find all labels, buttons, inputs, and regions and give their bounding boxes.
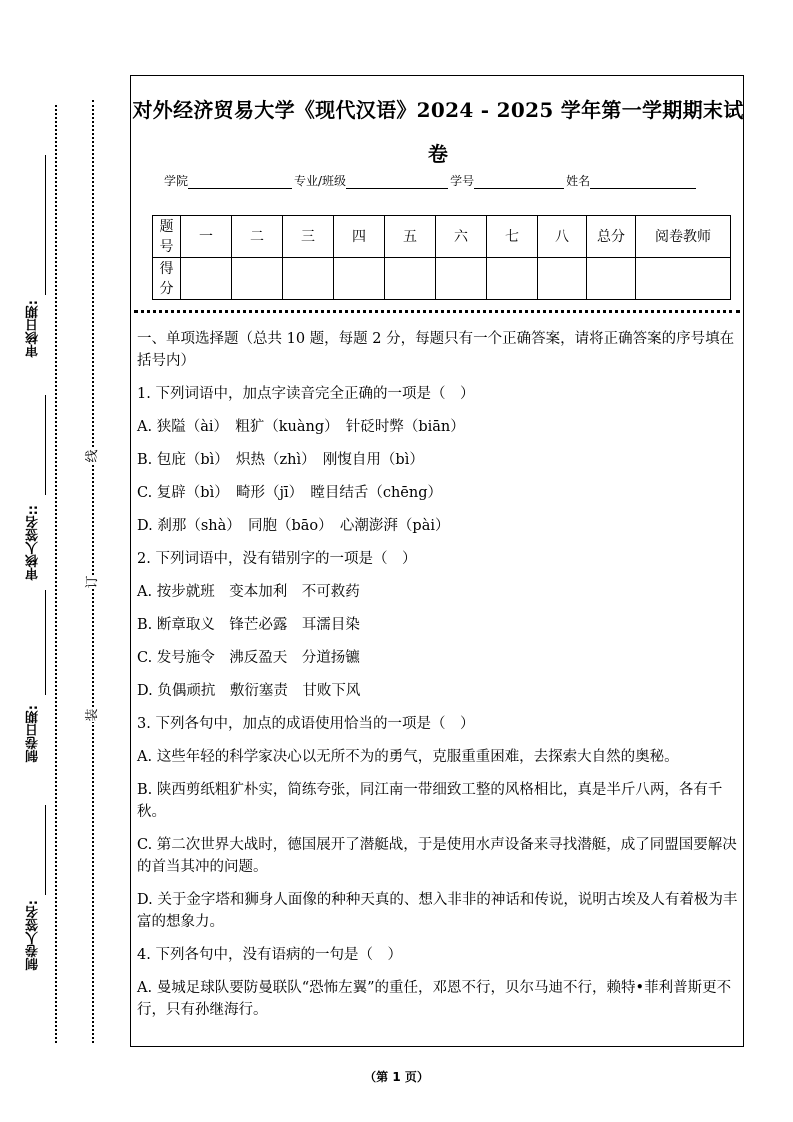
question-stem: 4. 下列各句中，没有语病的一句是（ ） [137,947,402,963]
question-option: B. 断章取义 锋芒必露 耳濡目染 [137,617,360,633]
header-cell: 七 [487,216,538,258]
score-cell[interactable] [636,258,731,300]
college-field[interactable] [188,176,292,189]
student-id-field[interactable] [474,176,564,189]
maker-date-label: 制卷日期: [26,705,41,763]
header-cell: 六 [436,216,487,258]
score-table [152,215,731,300]
question-option: C. 第二次世界大战时，德国展开了潜艇战，于是使用水声设备来寻找潜艇，成了同盟国要解决的首当其冲的问题。 [137,837,737,875]
question-option: A. 按步就班 变本加利 不可救药 [137,584,360,600]
question-option: C. 复辟（bì） 畸形（jī） 瞠目结舌（chēng） [137,485,443,501]
question-option: C. 发号施令 沸反盈天 分道扬镳 [137,650,360,666]
header-cell: 二 [232,216,283,258]
name-field[interactable] [590,176,696,189]
exam-title-line2: 卷 [427,142,449,166]
binding-char-pack: 装 [85,708,100,722]
question-stem: 3. 下列各句中，加点的成语使用恰当的一项是（ ） [137,716,475,732]
section-heading: 一、单项选择题（总共 10 题，每题 2 分，每题只有一个正确答案，请将正确答案的序号填在括号内） [137,331,735,369]
major-class-field[interactable] [346,176,448,189]
reviewer-sign-line [45,395,46,495]
maker-date-line [45,590,46,695]
score-cell[interactable] [487,258,538,300]
score-table-header-row [153,216,731,258]
header-cell: 总分 [587,216,636,258]
student-info-row [164,172,698,189]
header-cell: 题号 [153,216,181,258]
question-option: B. 陕西剪纸粗犷朴实，简练夸张，同江南一带细致工整的风格相比，真是半斤八两，各有千秋。 [137,782,723,820]
binding-dotted-line-outer [55,105,57,1043]
header-cell: 三 [283,216,334,258]
score-table-score-row [153,258,731,300]
question-option: A. 曼城足球队要防曼联队“恐怖左翼”的重任，邓恩不行，贝尔马迪不行，赖特•菲利普斯更不行，只有孙继海行。 [137,980,732,1018]
score-cell[interactable] [538,258,587,300]
score-row-label: 得分 [153,258,181,300]
score-cell[interactable] [232,258,283,300]
maker-sign-label: 制卷人签名: [26,900,41,971]
question-content [137,328,741,1032]
binding-char-line: 线 [85,449,100,463]
score-cell[interactable] [587,258,636,300]
score-cell[interactable] [385,258,436,300]
question-option: A. 这些年轻的科学家决心以无所不为的勇气，克服重重困难，去探索大自然的奥秘。 [137,749,679,765]
maker-sign-line [45,805,46,895]
reviewer-date-line [45,155,46,295]
binding-char-order: 订 [85,575,100,589]
question-option: D. 负偶顽抗 敷衍塞责 甘败下风 [137,683,361,699]
header-cell: 阅卷教师 [636,216,731,258]
question-option: B. 包庇（bì） 炽热（zhì） 刚愎自用（bì） [137,452,424,468]
section-separator [134,310,740,313]
score-cell[interactable] [283,258,334,300]
reviewer-sign-label: 审核人签名:: [26,505,41,581]
binding-dotted-line-inner [92,100,94,1043]
header-cell: 四 [334,216,385,258]
student-id-label: 学号 [450,174,475,188]
exam-frame [130,75,744,1047]
name-label: 姓名 [566,174,591,188]
exam-title-line1: 对外经济贸易大学《现代汉语》2024 - 2025 学年第一学期期末试 [132,98,744,122]
header-cell: 八 [538,216,587,258]
page-number: （第 1 页） [364,1070,429,1084]
question-option: D. 关于金字塔和狮身人面像的种种天真的、想入非非的神话和传说，说明古埃及人有着极为丰富的想象力。 [137,892,738,930]
question-option: D. 刹那（shà） 同胞（bāo） 心潮澎湃（pài） [137,518,450,534]
header-cell: 一 [181,216,232,258]
reviewer-date-label: 审核日期: [26,300,41,358]
score-cell[interactable] [334,258,385,300]
exam-title [131,88,745,176]
question-stem: 2. 下列词语中，没有错别字的一项是（ ） [137,551,417,567]
header-cell: 五 [385,216,436,258]
question-stem: 1. 下列词语中，加点字读音完全正确的一项是（ ） [137,386,475,402]
college-label: 学院 [164,174,189,188]
score-cell[interactable] [436,258,487,300]
major-class-label: 专业/班级 [294,174,347,188]
score-cell[interactable] [181,258,232,300]
question-option: A. 狭隘（ài） 粗犷（kuàng） 针砭时弊（biān） [137,419,465,435]
